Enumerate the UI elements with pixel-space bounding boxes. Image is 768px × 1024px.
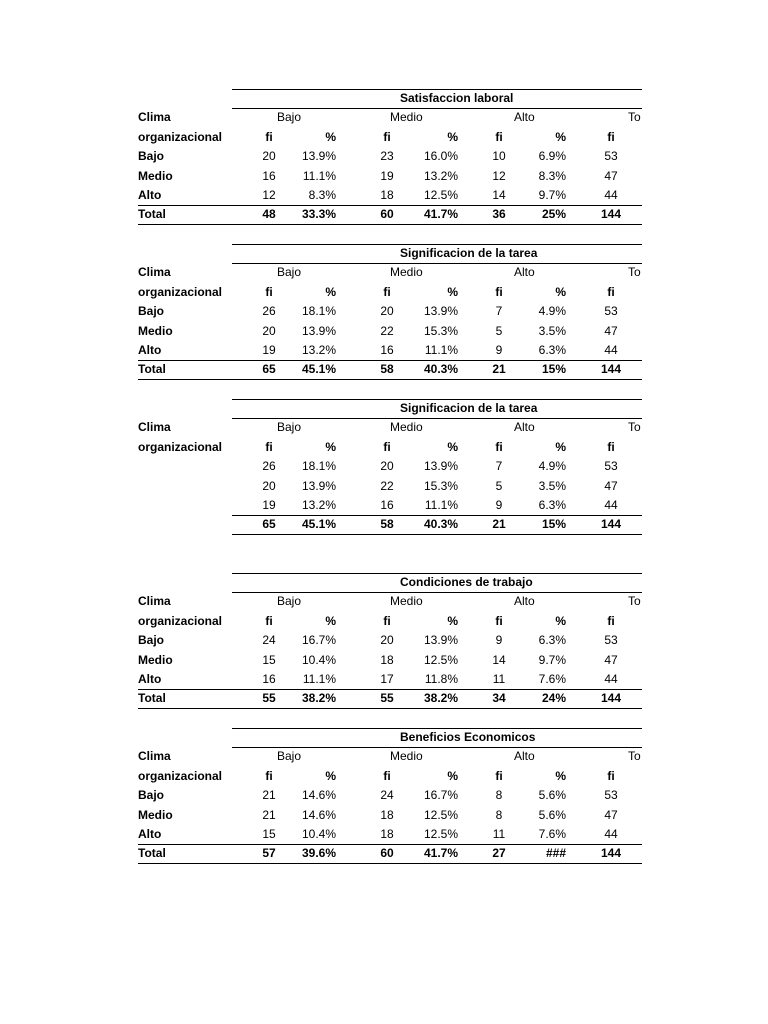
subheader-percent: % — [555, 768, 566, 783]
cell: 12 — [492, 168, 506, 183]
cell: 12.5% — [423, 187, 458, 202]
total-cell: 41.7% — [423, 207, 458, 222]
cell: 20 — [262, 149, 276, 164]
cell: 44 — [604, 826, 618, 841]
total-label: Total — [138, 691, 166, 706]
cell: 12.5% — [423, 826, 458, 841]
total-cell: 41.7% — [423, 846, 458, 861]
cell: 13.9% — [423, 304, 458, 319]
cell: 53 — [604, 149, 618, 164]
subheader-fi: fi — [495, 284, 503, 299]
cell: 26 — [262, 459, 276, 474]
subheader-row — [138, 438, 642, 457]
subheader-fi: fi — [265, 284, 273, 299]
total-cell: 55 — [380, 691, 394, 706]
total-cell: 58 — [380, 362, 394, 377]
table-bottom-rule — [138, 224, 642, 225]
cell: 7 — [495, 304, 503, 319]
group-header-medio: Medio — [390, 420, 423, 435]
row-label: Bajo — [138, 149, 165, 164]
subheader-fi: fi — [265, 129, 273, 144]
total-cell: 27 — [492, 846, 506, 861]
group-header-medio: Medio — [390, 110, 423, 125]
cell: 53 — [604, 459, 618, 474]
total-label: Total — [138, 846, 166, 861]
group-header-total: To — [628, 594, 641, 609]
cell: 21 — [262, 788, 276, 803]
cell: 47 — [604, 478, 618, 493]
title-row — [138, 573, 642, 592]
cell: 47 — [604, 168, 618, 183]
subheader-percent: % — [447, 439, 458, 454]
cell: 20 — [380, 459, 394, 474]
total-cell: 45.1% — [301, 362, 336, 377]
total-cell: 21 — [492, 362, 506, 377]
row-label: Medio — [138, 323, 173, 338]
cell: 20 — [380, 304, 394, 319]
table-row — [138, 496, 642, 515]
subheader-percent: % — [325, 613, 336, 628]
table-row — [138, 167, 642, 186]
cell: 18 — [380, 826, 394, 841]
table-bottom-rule — [232, 534, 642, 535]
row-header-line-1: Clima — [138, 110, 171, 125]
title-row — [138, 89, 642, 108]
group-header-row — [138, 592, 642, 611]
cell: 9 — [495, 633, 503, 648]
cell: 13.2% — [423, 168, 458, 183]
subheader-percent: % — [447, 129, 458, 144]
cell: 7.6% — [538, 671, 566, 686]
cell: 13.9% — [423, 459, 458, 474]
subheader-percent: % — [447, 284, 458, 299]
cell: 18 — [380, 187, 394, 202]
table-row — [138, 341, 642, 360]
cell: 16.7% — [423, 788, 458, 803]
cell: 5.6% — [538, 788, 566, 803]
cell: 23 — [380, 149, 394, 164]
row-label: Alto — [138, 187, 162, 202]
row-label: Alto — [138, 342, 162, 357]
total-cell: 65 — [262, 362, 276, 377]
cell: 44 — [604, 497, 618, 512]
subheader-fi: fi — [383, 284, 391, 299]
group-header-row — [138, 418, 642, 437]
cell: 19 — [262, 497, 276, 512]
cell: 5 — [495, 323, 503, 338]
cell: 9 — [495, 497, 503, 512]
cell: 20 — [380, 633, 394, 648]
table-row — [138, 147, 642, 166]
cell: 15.3% — [423, 478, 458, 493]
total-row — [138, 515, 642, 534]
group-header-total: To — [628, 749, 641, 764]
subheader-percent: % — [555, 439, 566, 454]
total-cell: 144 — [600, 846, 622, 861]
total-cell: 34 — [492, 691, 506, 706]
group-header-medio: Medio — [390, 749, 423, 764]
total-cell: 36 — [492, 207, 506, 222]
cell: 16 — [262, 168, 276, 183]
cell: 47 — [604, 807, 618, 822]
cell: 13.2% — [301, 497, 336, 512]
cell: 18.1% — [301, 459, 336, 474]
cell: 13.9% — [301, 149, 336, 164]
subheader-percent: % — [447, 768, 458, 783]
row-header-line-1: Clima — [138, 265, 171, 280]
table-row — [138, 825, 642, 844]
total-cell: 144 — [600, 207, 622, 222]
table-title: Satisfaccion laboral — [400, 91, 514, 105]
group-header-bajo: Bajo — [277, 594, 302, 609]
cell: 7.6% — [538, 826, 566, 841]
cell: 13.9% — [301, 323, 336, 338]
subheader-fi: fi — [383, 129, 391, 144]
total-cell: 144 — [600, 691, 622, 706]
row-label: Medio — [138, 807, 173, 822]
total-cell: 38.2% — [301, 691, 336, 706]
cell: 15.3% — [423, 323, 458, 338]
total-cell: 144 — [600, 517, 622, 532]
table-satisfaccion-laboral — [138, 89, 642, 225]
group-header-medio: Medio — [390, 265, 423, 280]
group-header-alto: Alto — [514, 420, 535, 435]
subheader-fi: fi — [383, 613, 391, 628]
total-cell: 144 — [600, 362, 622, 377]
cell: 11.1% — [302, 168, 336, 183]
cell: 8 — [495, 788, 503, 803]
row-header-line-2: organizacional — [138, 284, 223, 299]
subheader-fi: fi — [495, 439, 503, 454]
total-cell: 15% — [541, 362, 566, 377]
subheader-fi: fi — [495, 613, 503, 628]
total-cell: 45.1% — [301, 517, 336, 532]
total-cell: 40.3% — [423, 517, 458, 532]
cell: 12.5% — [423, 652, 458, 667]
cell: 16 — [380, 342, 394, 357]
cell: 4.9% — [538, 304, 566, 319]
total-row — [138, 205, 642, 224]
cell: 14 — [492, 187, 506, 202]
cell: 21 — [262, 807, 276, 822]
subheader-row — [138, 767, 642, 786]
subheader-percent: % — [447, 613, 458, 628]
cell: 44 — [604, 671, 618, 686]
title-row — [138, 728, 642, 747]
subheader-percent: % — [555, 284, 566, 299]
table-row — [138, 477, 642, 496]
cell: 13.9% — [301, 478, 336, 493]
subheader-fi: fi — [495, 768, 503, 783]
cell: 20 — [262, 478, 276, 493]
cell: 10 — [492, 149, 506, 164]
total-cell: 24% — [541, 691, 566, 706]
cell: 14.6% — [301, 788, 336, 803]
cell: 18 — [380, 807, 394, 822]
cell: 19 — [380, 168, 394, 183]
subheader-fi: fi — [607, 613, 615, 628]
cell: 53 — [604, 633, 618, 648]
cell: 19 — [262, 342, 276, 357]
cell: 47 — [604, 323, 618, 338]
row-header-line-2: organizacional — [138, 768, 223, 783]
cell: 44 — [604, 187, 618, 202]
cell: 53 — [604, 304, 618, 319]
total-cell: 25% — [541, 207, 566, 222]
total-cell: 60 — [380, 846, 394, 861]
cell: 3.5% — [538, 478, 566, 493]
group-header-alto: Alto — [514, 749, 535, 764]
total-row — [138, 360, 642, 379]
row-label: Medio — [138, 652, 173, 667]
total-label: Total — [138, 207, 166, 222]
cell: 9.7% — [538, 187, 566, 202]
cell: 6.9% — [538, 149, 566, 164]
table-row — [138, 457, 642, 476]
cell: 11 — [492, 826, 506, 841]
table-row — [138, 322, 642, 341]
cell: 10.4% — [301, 826, 336, 841]
table-row — [138, 631, 642, 650]
cell: 13.2% — [301, 342, 336, 357]
cell: 11.8% — [424, 671, 458, 686]
row-header-line-2: organizacional — [138, 613, 223, 628]
title-row — [138, 399, 642, 418]
row-label: Bajo — [138, 633, 165, 648]
total-cell: 21 — [492, 517, 506, 532]
table-bottom-rule — [138, 863, 642, 864]
total-cell: ### — [545, 846, 566, 861]
total-cell: 60 — [380, 207, 394, 222]
cell: 15 — [262, 652, 276, 667]
cell: 22 — [380, 323, 394, 338]
table-row — [138, 186, 642, 205]
cell: 11.1% — [302, 671, 336, 686]
subheader-fi: fi — [383, 439, 391, 454]
group-header-medio: Medio — [390, 594, 423, 609]
row-label: Medio — [138, 168, 173, 183]
group-header-row — [138, 108, 642, 127]
table-row — [138, 786, 642, 805]
cell: 26 — [262, 304, 276, 319]
table-row — [138, 806, 642, 825]
cell: 16 — [380, 497, 394, 512]
subheader-row — [138, 283, 642, 302]
group-header-bajo: Bajo — [277, 420, 302, 435]
subheader-fi: fi — [607, 129, 615, 144]
subheader-percent: % — [555, 613, 566, 628]
group-header-total: To — [628, 110, 641, 125]
cell: 13.9% — [423, 633, 458, 648]
group-header-bajo: Bajo — [277, 265, 302, 280]
total-cell: 33.3% — [301, 207, 336, 222]
subheader-percent: % — [555, 129, 566, 144]
title-row — [138, 244, 642, 263]
subheader-fi: fi — [265, 613, 273, 628]
cell: 14.6% — [301, 807, 336, 822]
cell: 6.3% — [538, 497, 566, 512]
total-cell: 57 — [262, 846, 276, 861]
subheader-fi: fi — [607, 284, 615, 299]
subheader-percent: % — [325, 284, 336, 299]
total-cell: 65 — [262, 517, 276, 532]
cell: 8 — [495, 807, 503, 822]
subheader-percent: % — [325, 129, 336, 144]
cell: 3.5% — [538, 323, 566, 338]
cell: 20 — [262, 323, 276, 338]
row-label: Alto — [138, 671, 162, 686]
cell: 10.4% — [301, 652, 336, 667]
total-cell: 48 — [262, 207, 276, 222]
row-header-line-1: Clima — [138, 420, 171, 435]
table-title: Beneficios Economicos — [400, 730, 536, 744]
group-header-total: To — [628, 420, 641, 435]
table-title: Condiciones de trabajo — [400, 575, 533, 589]
table-significacion-tarea — [138, 244, 642, 380]
group-header-bajo: Bajo — [277, 110, 302, 125]
table-title: Significacion de la tarea — [400, 401, 538, 415]
cell: 16.0% — [423, 149, 458, 164]
cell: 8.3% — [308, 187, 336, 202]
table-row — [138, 651, 642, 670]
cell: 7 — [495, 459, 503, 474]
cell: 5.6% — [538, 807, 566, 822]
cell: 6.3% — [538, 633, 566, 648]
cell: 4.9% — [538, 459, 566, 474]
subheader-row — [138, 612, 642, 631]
cell: 24 — [380, 788, 394, 803]
total-cell: 58 — [380, 517, 394, 532]
cell: 12.5% — [423, 807, 458, 822]
cell: 16.7% — [301, 633, 336, 648]
table-row — [138, 302, 642, 321]
table-title: Significacion de la tarea — [400, 246, 538, 260]
cell: 15 — [262, 826, 276, 841]
total-cell: 55 — [262, 691, 276, 706]
cell: 9.7% — [538, 652, 566, 667]
subheader-fi: fi — [265, 439, 273, 454]
table-bottom-rule — [138, 379, 642, 380]
table-condiciones-trabajo — [138, 573, 642, 709]
table-significacion-tarea-copy — [138, 399, 642, 535]
subheader-percent: % — [325, 768, 336, 783]
total-row — [138, 689, 642, 708]
total-cell: 39.6% — [301, 846, 336, 861]
cell: 47 — [604, 652, 618, 667]
group-header-total: To — [628, 265, 641, 280]
total-label: Total — [138, 362, 166, 377]
subheader-fi: fi — [607, 768, 615, 783]
row-header-line-2: organizacional — [138, 439, 223, 454]
cell: 12 — [262, 187, 276, 202]
total-cell: 40.3% — [423, 362, 458, 377]
group-header-alto: Alto — [514, 110, 535, 125]
group-header-bajo: Bajo — [277, 749, 302, 764]
cell: 14 — [492, 652, 506, 667]
cell: 11.1% — [424, 342, 458, 357]
cell: 16 — [262, 671, 276, 686]
row-header-line-2: organizacional — [138, 129, 223, 144]
group-header-alto: Alto — [514, 265, 535, 280]
table-beneficios-economicos — [138, 728, 642, 864]
cell: 18 — [380, 652, 394, 667]
subheader-fi: fi — [607, 439, 615, 454]
cell: 17 — [380, 671, 394, 686]
cell: 6.3% — [538, 342, 566, 357]
total-cell: 38.2% — [423, 691, 458, 706]
subheader-row — [138, 128, 642, 147]
cell: 11.1% — [424, 497, 458, 512]
row-label: Alto — [138, 826, 162, 841]
subheader-fi: fi — [265, 768, 273, 783]
subheader-fi: fi — [383, 768, 391, 783]
cell: 9 — [495, 342, 503, 357]
cell: 24 — [262, 633, 276, 648]
total-cell: 15% — [541, 517, 566, 532]
cell: 11 — [492, 671, 506, 686]
group-header-row — [138, 747, 642, 766]
table-bottom-rule — [138, 708, 642, 709]
cell: 18.1% — [301, 304, 336, 319]
table-row — [138, 670, 642, 689]
subheader-percent: % — [325, 439, 336, 454]
row-label: Bajo — [138, 304, 165, 319]
cell: 8.3% — [538, 168, 566, 183]
cell: 5 — [495, 478, 503, 493]
group-header-row — [138, 263, 642, 282]
row-header-line-1: Clima — [138, 594, 171, 609]
row-label: Bajo — [138, 788, 165, 803]
subheader-fi: fi — [495, 129, 503, 144]
group-header-alto: Alto — [514, 594, 535, 609]
row-header-line-1: Clima — [138, 749, 171, 764]
cell: 44 — [604, 342, 618, 357]
cell: 53 — [604, 788, 618, 803]
cell: 22 — [380, 478, 394, 493]
total-row — [138, 844, 642, 863]
